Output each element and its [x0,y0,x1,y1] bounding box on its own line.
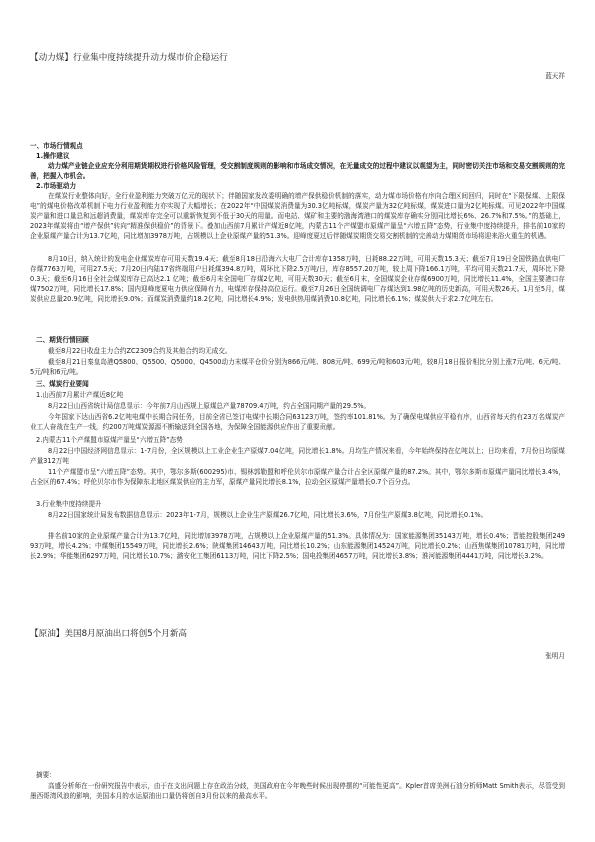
article-2-author: 张明月 [545,652,565,660]
futures-paragraph-2: 截至8月21日秦皇岛港Q5800、Q5500、Q5000、Q4500动力末煤平仓价分别为866元/吨、808元/吨、699元/吨和603元/吨，较8月18日报价相比分别上涨7元/吨、6元/吨、5元/吨和6元/吨。 [30,358,565,376]
news-2-heading: 2.内蒙古11个产煤盟市原煤产量呈“六增五降”态势 [36,436,183,444]
news-1-paragraph-2: 今年国家下达山西省6.2亿吨电煤中长期合同任务，目前全省已签订电煤中长期合同63123万吨，签约率101.81%。为了确保电煤供应平稳有序，山西省每天约有23万名煤炭产业工人奋战在生产一线，约200万吨煤炭源源不断输送到全国各地，为保障全国能源供应作出了重要贡献。 [30,413,565,431]
news-1-paragraph-1: 8月22日山西省统计局信息显示：今年前7月山西规上原煤总产量78709.4万吨，约占全国同期产量的29.5%。 [48,402,371,410]
summary-label: 摘要： [36,771,56,779]
operation-advice: 动力煤产业链企业应充分利用期货期权进行价格风险管理，受交割制度规则的影响和市场成交情况，在无量成交的过程中建议以观望为主，同时密切关注市场和交易交割规则的完善，把握入市机会。 [30,162,565,180]
news-3-paragraph-1: 8月22日国家统计局发布数据信息显示：2023年1-7月，规模以上企业生产原煤26.7亿吨，同比增长3.6%，7月份生产原煤3.8亿吨，同比增长0.1%。 [48,511,488,519]
subheading-drivers: 2.市场驱动力 [36,182,77,190]
news-2-paragraph-1: 8月22日中国经济网信息显示：1-7月份，全区规模以上工业企业生产原煤7.04亿吨，同比增长1.8%。月均生产情况来看，今年始终保持在亿吨以上；日均来看，7月份日均原煤产量312万吨 [30,447,565,465]
news-2-paragraph-2: 11个产煤盟市呈“六增五降”态势。其中，鄂尔多斯(600295)市、锡林郭勒盟和呼伦贝尔市原煤产量合计占全区原煤产量的87.2%。其中，鄂尔多斯市原煤产量同比增长3.4%，占全区的67.4%；呼伦贝尔市作为保障东北地区煤炭供应的主力军，原煤产量同比增长8.1%，拉动全区原煤产量增长0.7个百分点。 [30,468,565,486]
section-heading-news: 三、煤炭行业要闻 [36,380,89,388]
section-heading-futures: 二、期货行情回顾 [36,336,89,344]
news-3-heading: 3.行业集中度持续提升 [36,500,102,508]
drivers-paragraph-2: 8月10日，纳入统计的发电企业煤炭库存可用天数19.4天；截至8月18日沿海六大电厂合计库存1358万吨，日耗88.22万吨，可用天数15.3天；截至7月19日全国铁路直供电厂存煤7763万吨，可用27.5天；7月20日内陆17省终端用户日耗煤394.8万吨，周环比下降2.5万吨/日，库存8557.20万吨，较上周下降166.1万吨，平均可用天数21.7天，周环比下降0.3天；截至6月16日全社会煤炭库存已高达2.1 亿吨；截至6月末全国电厂存煤2亿吨，可用天数30天；截至6月末，全国煤炭企业存煤6900万吨，同比增长11.4%，全国主要港口存煤7502万吨，同比增长17.8%；国内迎峰度夏电力供应保障有力，电煤库存保持高位运行。截至7月26日全国统调电厂存煤达到1.98亿吨的历史新高，可用天数26天。1月至5月，煤炭供应总量20.9亿吨，同比增长9.0%；而煤炭消费量约18.2亿吨，同比增长4.9%；发电供热用煤消费10.8亿吨，同比增长6.1%；煤炭供大于求2.7亿吨左右。 [30,255,565,303]
article-author: 蓝天祥 [545,72,565,80]
subheading-operation: 1.操作建议 [36,152,70,160]
news-3-paragraph-2: 排名前10家的企业原煤产量合计为13.7亿吨，同比增加3978万吨，占规模以上企业原煤产量的51.3%。具体情况为：国家能源集团35143万吨，增长0.4%；晋能控股集团24993万吨，增长4.2%；中煤集团15549万吨，同比增长2.6%；陕煤集团14643万吨，同比增长10.2%；山东能源集团14524万吨，同比增长0.2%；山西焦煤集团10781万吨，同比增长2.9%；华能集团6297万吨，同比增长10.7%；潞安化工集团6113万吨，同比下降2.5%；国电投集团4657万吨，同比增长3.8%；淮河能源集团4441万吨，同比增长3.2%。 [30,532,565,560]
article-2-title: 【原油】美国8月原油出口将创5个月新高 [30,629,188,639]
summary-text: 高盛分析师在一份研究报告中表示，由于在支出问题上存在政治分歧，美国政府在今年晚些时候出现停摆的“可能性更高”。Kpler首席美洲石油分析师Matt Smith表示，尽管受到墨西哥湾风浪的影响，美国本月的水运原油出口量仍将创自3月份以来的最高水平。 [30,782,565,800]
futures-paragraph-1: 截至8月22日收盘主力合约ZC2309合约及其他合约均无成交。 [48,347,232,355]
article-title: 【动力煤】行业集中度持续提升动力煤市价企稳运行 [30,53,228,63]
section-heading-market: 一、市场行情观点 [30,142,83,150]
drivers-paragraph-1: 在煤炭行业整体向好，全行业盈利能力突破万亿元的现状下；伴随国家发改委明确的增产保供稳价机制的落实，动力煤市场价格有序向合理区间回归，同时在“下限保煤、上限保电”的煤电价格改革机制下电力行业盈利能力亦实现了大幅增长；在2022年“中国煤炭消费量为30.3亿吨标煤，煤炭产量为32亿吨标煤，煤炭进口量为2亿吨标煤。可见2022年中国煤炭产量和进口量总和远超消费量，煤炭库存完全可以重新恢复到不低于30天的用量。而电站、煤矿和主要的渤海湾港口的煤炭库存确实分别同比增长6%、26.7%和7.5%。”的基础上，2023年煤炭将由“增产保供”转向“精准保供稳价”的背景下。叠加山西前7月累计产煤近8亿吨，内蒙古11个产煤盟市原煤产量呈“六增五降”态势，行业集中度持续提升，排名前10家的企业原煤产量合计为13.7亿吨，同比增加3978万吨，占规模以上企业原煤产量的51.3%。迎峰度夏过后伴随煤炭期货交易交割机制的完善动力煤期货市场将迎来浴火重生的机遇。 [30,192,565,240]
news-1-heading: 1.山西前7月累计产煤近8亿吨 [36,391,124,399]
